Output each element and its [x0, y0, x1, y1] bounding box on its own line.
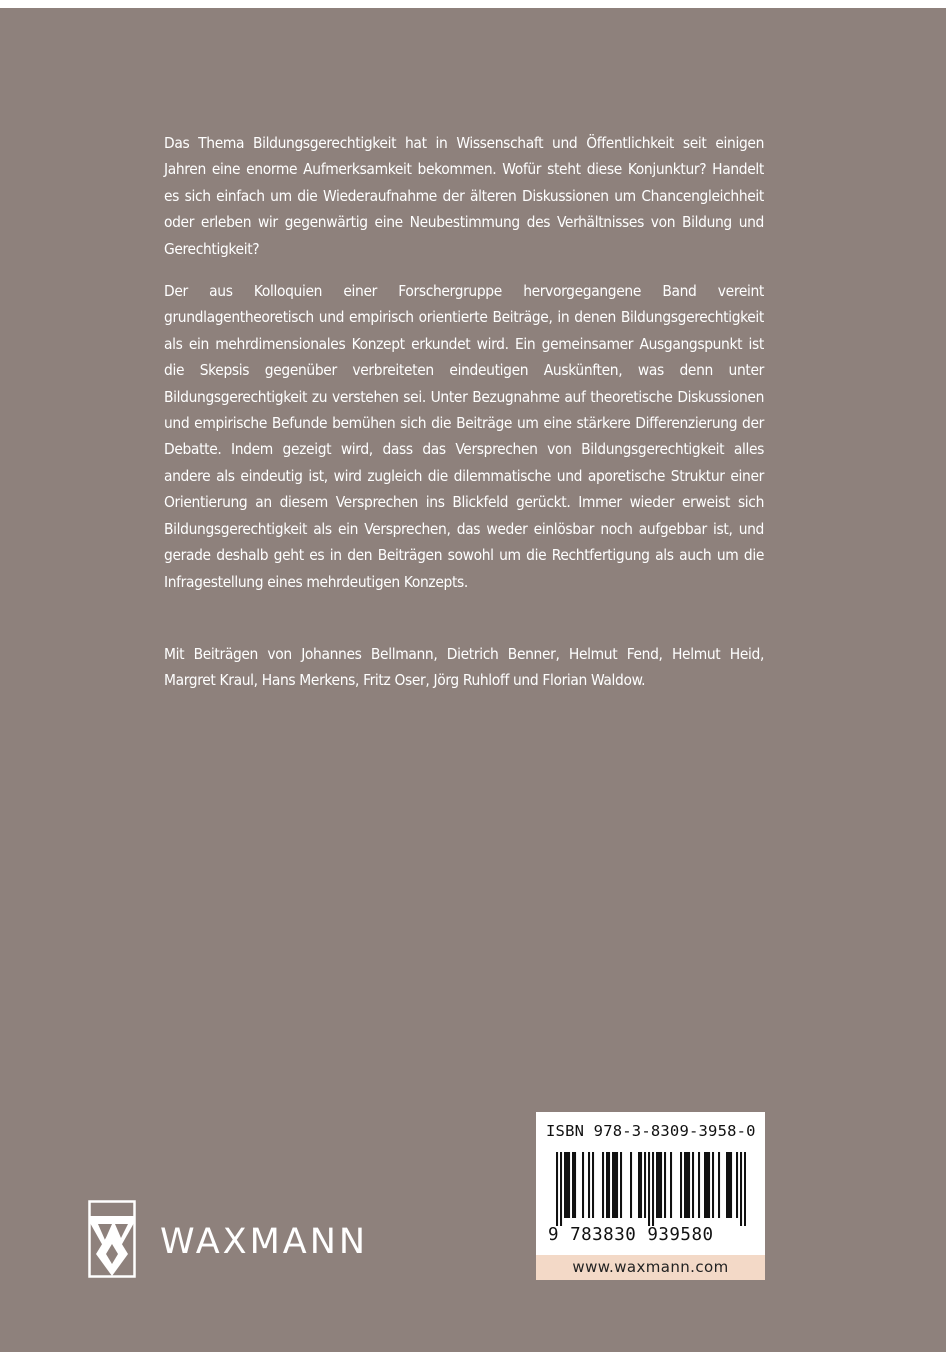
blurb-text	[164, 130, 764, 710]
barcode-bar	[648, 1152, 650, 1226]
barcode-bar	[630, 1152, 632, 1218]
barcode-bar	[664, 1152, 666, 1218]
barcode-bar	[638, 1152, 640, 1218]
isbn-number: ISBN 978-3-8309-3958-0	[546, 1122, 756, 1140]
barcode-bar	[592, 1152, 594, 1218]
waxmann-w-logo-icon	[88, 1200, 136, 1278]
barcode-bar	[644, 1152, 646, 1218]
barcode-bar	[588, 1152, 590, 1218]
blurb-paragraph-1: Das Thema Bildungsgerechtigkeit hat in Wissenschaft und Öffentlichkeit seit einigen Jahren eine enorme Aufmerksamkeit bekommen. Wofür steht diese Konjunktur? Handelt es sich einfach um die Wiederaufnahme der älteren Diskussionen um Chancengleichheit oder erleben wir gegenwärtig eine Neubestimmung des Verhältnisses von Bildung und Gerechtigkeit?	[164, 134, 764, 258]
barcode-bar	[712, 1152, 714, 1218]
barcode-bar	[688, 1152, 690, 1218]
barcode-bar	[740, 1152, 742, 1226]
barcode-bar	[556, 1152, 558, 1226]
barcode-bar	[574, 1152, 576, 1218]
barcode-bar	[606, 1152, 608, 1218]
barcode-bar	[608, 1152, 610, 1218]
barcode-bar	[620, 1152, 622, 1218]
barcode-bar	[704, 1152, 706, 1218]
barcode-bar	[582, 1152, 584, 1218]
barcode-bar	[652, 1152, 654, 1226]
barcode-bar	[616, 1152, 618, 1218]
barcode-bar	[686, 1152, 688, 1218]
barcode-bar	[566, 1152, 568, 1218]
barcode-bar	[658, 1152, 660, 1218]
barcode-bar	[718, 1152, 720, 1218]
publisher-name: WAXMANN	[160, 1222, 369, 1262]
barcode-bar	[692, 1152, 694, 1218]
barcode-digits: 9 783830 939580	[548, 1225, 714, 1245]
barcode-bar	[572, 1152, 574, 1218]
barcode-bar	[736, 1152, 738, 1218]
barcode-bar	[670, 1152, 672, 1218]
barcode-bar	[726, 1152, 728, 1218]
isbn-barcode-label	[536, 1112, 765, 1280]
barcode-bar	[614, 1152, 616, 1218]
contributors-paragraph: Mit Beiträgen von Johannes Bellmann, Dietrich Benner, Helmut Fend, Helmut Heid, Margret Kraul, Hans Merkens, Fritz Oser, Jörg Ruhloff und Florian Waldow.	[164, 644, 764, 690]
barcode-bar	[660, 1152, 662, 1218]
barcode-bar	[564, 1152, 566, 1218]
barcode-bar	[656, 1152, 658, 1218]
barcode-bar	[602, 1152, 604, 1218]
barcode-bar	[684, 1152, 686, 1218]
barcode-bar	[698, 1152, 700, 1218]
barcode-bars	[556, 1152, 746, 1226]
barcode-bar	[708, 1152, 710, 1218]
barcode-bar	[706, 1152, 708, 1218]
barcode-bar	[680, 1152, 682, 1218]
barcode-bar	[640, 1152, 642, 1218]
website-url: www.waxmann.com	[536, 1255, 765, 1280]
barcode-bar	[728, 1152, 730, 1218]
barcode-bar	[744, 1152, 746, 1226]
barcode-bar	[730, 1152, 732, 1218]
barcode-bar	[560, 1152, 562, 1226]
barcode-bar	[568, 1152, 570, 1218]
barcode-bar	[612, 1152, 614, 1218]
blurb-paragraph-2: Der aus Kolloquien einer Forschergruppe hervorgegangene Band vereint grundlagentheoretisch und empirisch orientierte Beiträge, in denen Bildungsgerechtigkeit als ein mehrdimensionales Konzept erkundet wird. Ein gemeinsamer Ausgangspunkt ist die Skepsis gegenüber verbreiteten eindeutigen Auskünften, was denn unter Bildungsgerechtigkeit zu verstehen sei. Unter Bezugnahme auf theoretische Diskussionen und empirische Befunde bemühen sich die Beiträge um eine stärkere Differenzierung der Debatte. Indem gezeigt wird, dass das Versprechen von Bildungsgerechtigkeit alles andere als eindeutig ist, wird zugleich die dilemmatische und aporetische Struktur einer Orientierung an diesem Versprechen ins Blickfeld gerückt. Immer wieder erweist sich Bildungsgerechtigkeit als ein Versprechen, das weder einlösbar noch aufgebbar ist, und gerade deshalb geht es in den Beiträgen sowohl um die Rechtfertigung als auch um die Infragestellung eines mehrdeutigen Konzepts.	[164, 282, 764, 591]
